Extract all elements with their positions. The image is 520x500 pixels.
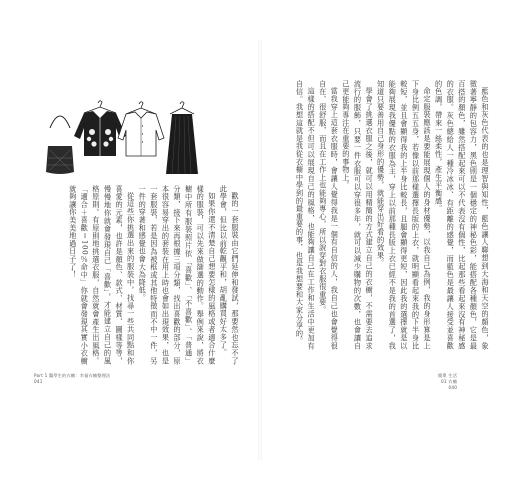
paragraph: 當我穿上這套衣服時，會讓人覺得我是一個有自信的人，我自己也會覺得很自在、很舒服，而且在工作上也能夠專心，所以說穿對衣服很重要。: [318, 80, 340, 350]
running-footer: 簡單 生活: [438, 373, 458, 378]
paragraph: 命定服裝應該是要能展現個人的身材優勢，以我自己為例，我的身形算是上下身比例五五身，若像以前那樣選擇長版的上衣，就明顯看起來我的下半身比較短，並且會顯得我的上半身比較長，且腿會顯得更短，因此我的選擇就是以能夠展現我優點的衣服為主，穿上以前那種長版上衣已經不是我的首選了，我知道只要善用自己身形的優勢，就能穿出好看的效果。: [376, 80, 433, 350]
running-footer: Part 1 醫學生的衣櫥：幸福衣櫥整理法: [34, 373, 111, 378]
shirt-icon: [118, 112, 164, 156]
left-page-footer: [34, 373, 110, 385]
hanger-icon: [84, 101, 116, 113]
paragraph: 這樣的搭配不但可以展現自己的風格，也能夠讓自己在工作和生活中更加有自信。我想這就是我從衣櫥中學到的最重要的事，也是我想要和大家分享的。: [295, 80, 317, 350]
paragraph: 學會了挑選衣服之後，就可以用精簡的方式建立自己的衣櫥，不需要去追求流行的服飾，只要一件衣服可以穿很多年，就可以減少購物的次數，也會讓自己更能夠專注在重要的事物上。: [341, 80, 375, 350]
hanger-icon: [126, 102, 156, 114]
pleated-skirt-icon: [166, 114, 198, 174]
page-number: 041: [34, 379, 43, 384]
book-gutter: [258, 40, 262, 460]
page-number: 040: [448, 385, 458, 390]
right-page-body-text: [286, 80, 491, 350]
clothes-illustration: [40, 98, 200, 180]
paragraph: 歡的一套服裝由它們延伸和發試，那要然也忘不了此學會，但比以前乾觀平和，胡亂購買好太多了。: [219, 185, 240, 365]
cardigan-icon: [74, 111, 126, 156]
left-page-body-text: [34, 185, 241, 365]
hanger-icon: [170, 102, 194, 114]
handbag-icon: [46, 116, 74, 174]
right-page-footer: [438, 373, 457, 391]
running-footer-sub: 01 衣櫥: [441, 379, 458, 384]
paragraph: 如果你還不清楚自己想要怎樣的風格或者適合什麼樣的服裝，可以先來做篩選的動作。舉例來說，將衣櫥中所有服裝照片依「喜歡」、「不喜歡」、「普通」分類，接下來再根據三項分類，找出喜歡的部分，原本很容易穿出的套裝在用上時也會如出現效果，也是一套服裝，若是因為被框或其他特徵而不中一件，另一件的穿著和感覺也會大為降低。: [138, 185, 217, 365]
paragraph: 藍色和灰色代表的也是理智與知性，藍色讓人聯想到大海和天空的顏色，象徵著寧靜的包容力，黑色則是一個穩定的神秘色彩，能搭配各種顏色，它是最百搭的顏色，雖然搭配起來可以不代表沒有個性，比起那些看起來沒有神秘感的衣服。灰色總給人一種冷冰冰、有距離的感覺，而藍色是最讓人接受並喜歡的色調，帶來一絲柔性，產生平衡感。: [434, 80, 490, 350]
paragraph: 從這些你挑選出來的服裝中，找尋一些共同點和你喜愛的元素，也許是顏色、款式、材質、圖樣等等，慢慢地你就會發現自己「喜歡」，才能建立自己的風格原則。有原則地挑選衣服，自然就會產生出風格。「適合＋喜歡＝100％命中」你就會發現其實小衣櫥就夠讓你美美地過日子了！: [68, 185, 136, 365]
